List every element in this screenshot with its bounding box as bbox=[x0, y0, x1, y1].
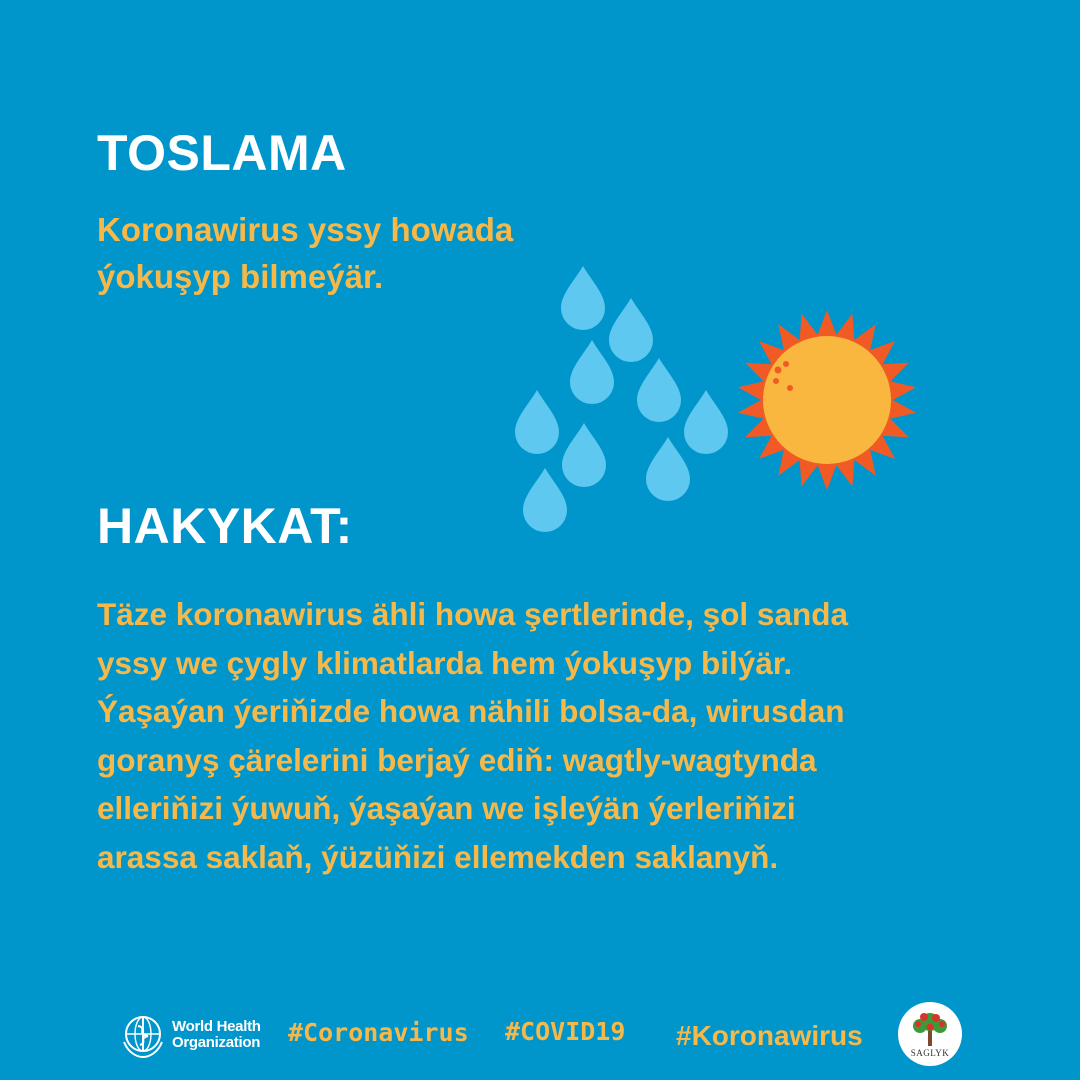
saglyk-label: SAGLYK bbox=[910, 1048, 950, 1058]
who-wordmark bbox=[172, 1019, 261, 1051]
hashtag-koronawirus: #Koronawirus bbox=[676, 1020, 863, 1051]
fact-line: goranyş çärelerini berjaý ediň: wagtly-wagtynda bbox=[97, 741, 817, 778]
who-line: Organization bbox=[172, 1034, 261, 1051]
who-line: World Health bbox=[172, 1018, 261, 1035]
raindrop-icon bbox=[646, 437, 690, 501]
hashtag-coronavirus: #Coronavirus bbox=[288, 1018, 469, 1047]
raindrop-icon bbox=[684, 390, 728, 454]
fact-text bbox=[97, 590, 1017, 881]
hashtag-covid19: #COVID19 bbox=[505, 1017, 626, 1046]
raindrop-icon bbox=[570, 340, 614, 404]
myth-line: ýokuşyp bilmeýär. bbox=[97, 258, 384, 295]
fact-line: elleriňizi ýuwuň, ýaşaýan we işleýän ýerleriňizi bbox=[97, 790, 796, 826]
fact-line: Täze koronawirus ähli howa şertlerinde, şol sanda bbox=[97, 596, 848, 632]
fact-title: HAKYKAT: bbox=[97, 498, 353, 554]
who-emblem-icon bbox=[118, 1012, 168, 1062]
myth-line: Koronawirus yssy howada bbox=[97, 211, 514, 248]
raindrop-icon bbox=[515, 390, 559, 454]
fact-line: Ýaşaýan ýeriňizde howa nähili bolsa-da, wirusdan bbox=[97, 693, 845, 729]
fact-line: yssy we çygly klimatlarda hem ýokuşyp bilýär. bbox=[97, 644, 793, 681]
raindrop-icon bbox=[561, 266, 605, 330]
saglyk-logo bbox=[898, 1002, 962, 1066]
sun-icon bbox=[738, 310, 916, 490]
raindrop-icon bbox=[609, 298, 653, 362]
raindrop-icon bbox=[562, 423, 606, 487]
raindrop-icon bbox=[637, 358, 681, 422]
fact-line: arassa saklaň, ýüzüňizi ellemekden saklanyň. bbox=[97, 838, 779, 875]
myth-title: TOSLAMA bbox=[97, 125, 347, 181]
raindrop-icon bbox=[523, 468, 567, 532]
